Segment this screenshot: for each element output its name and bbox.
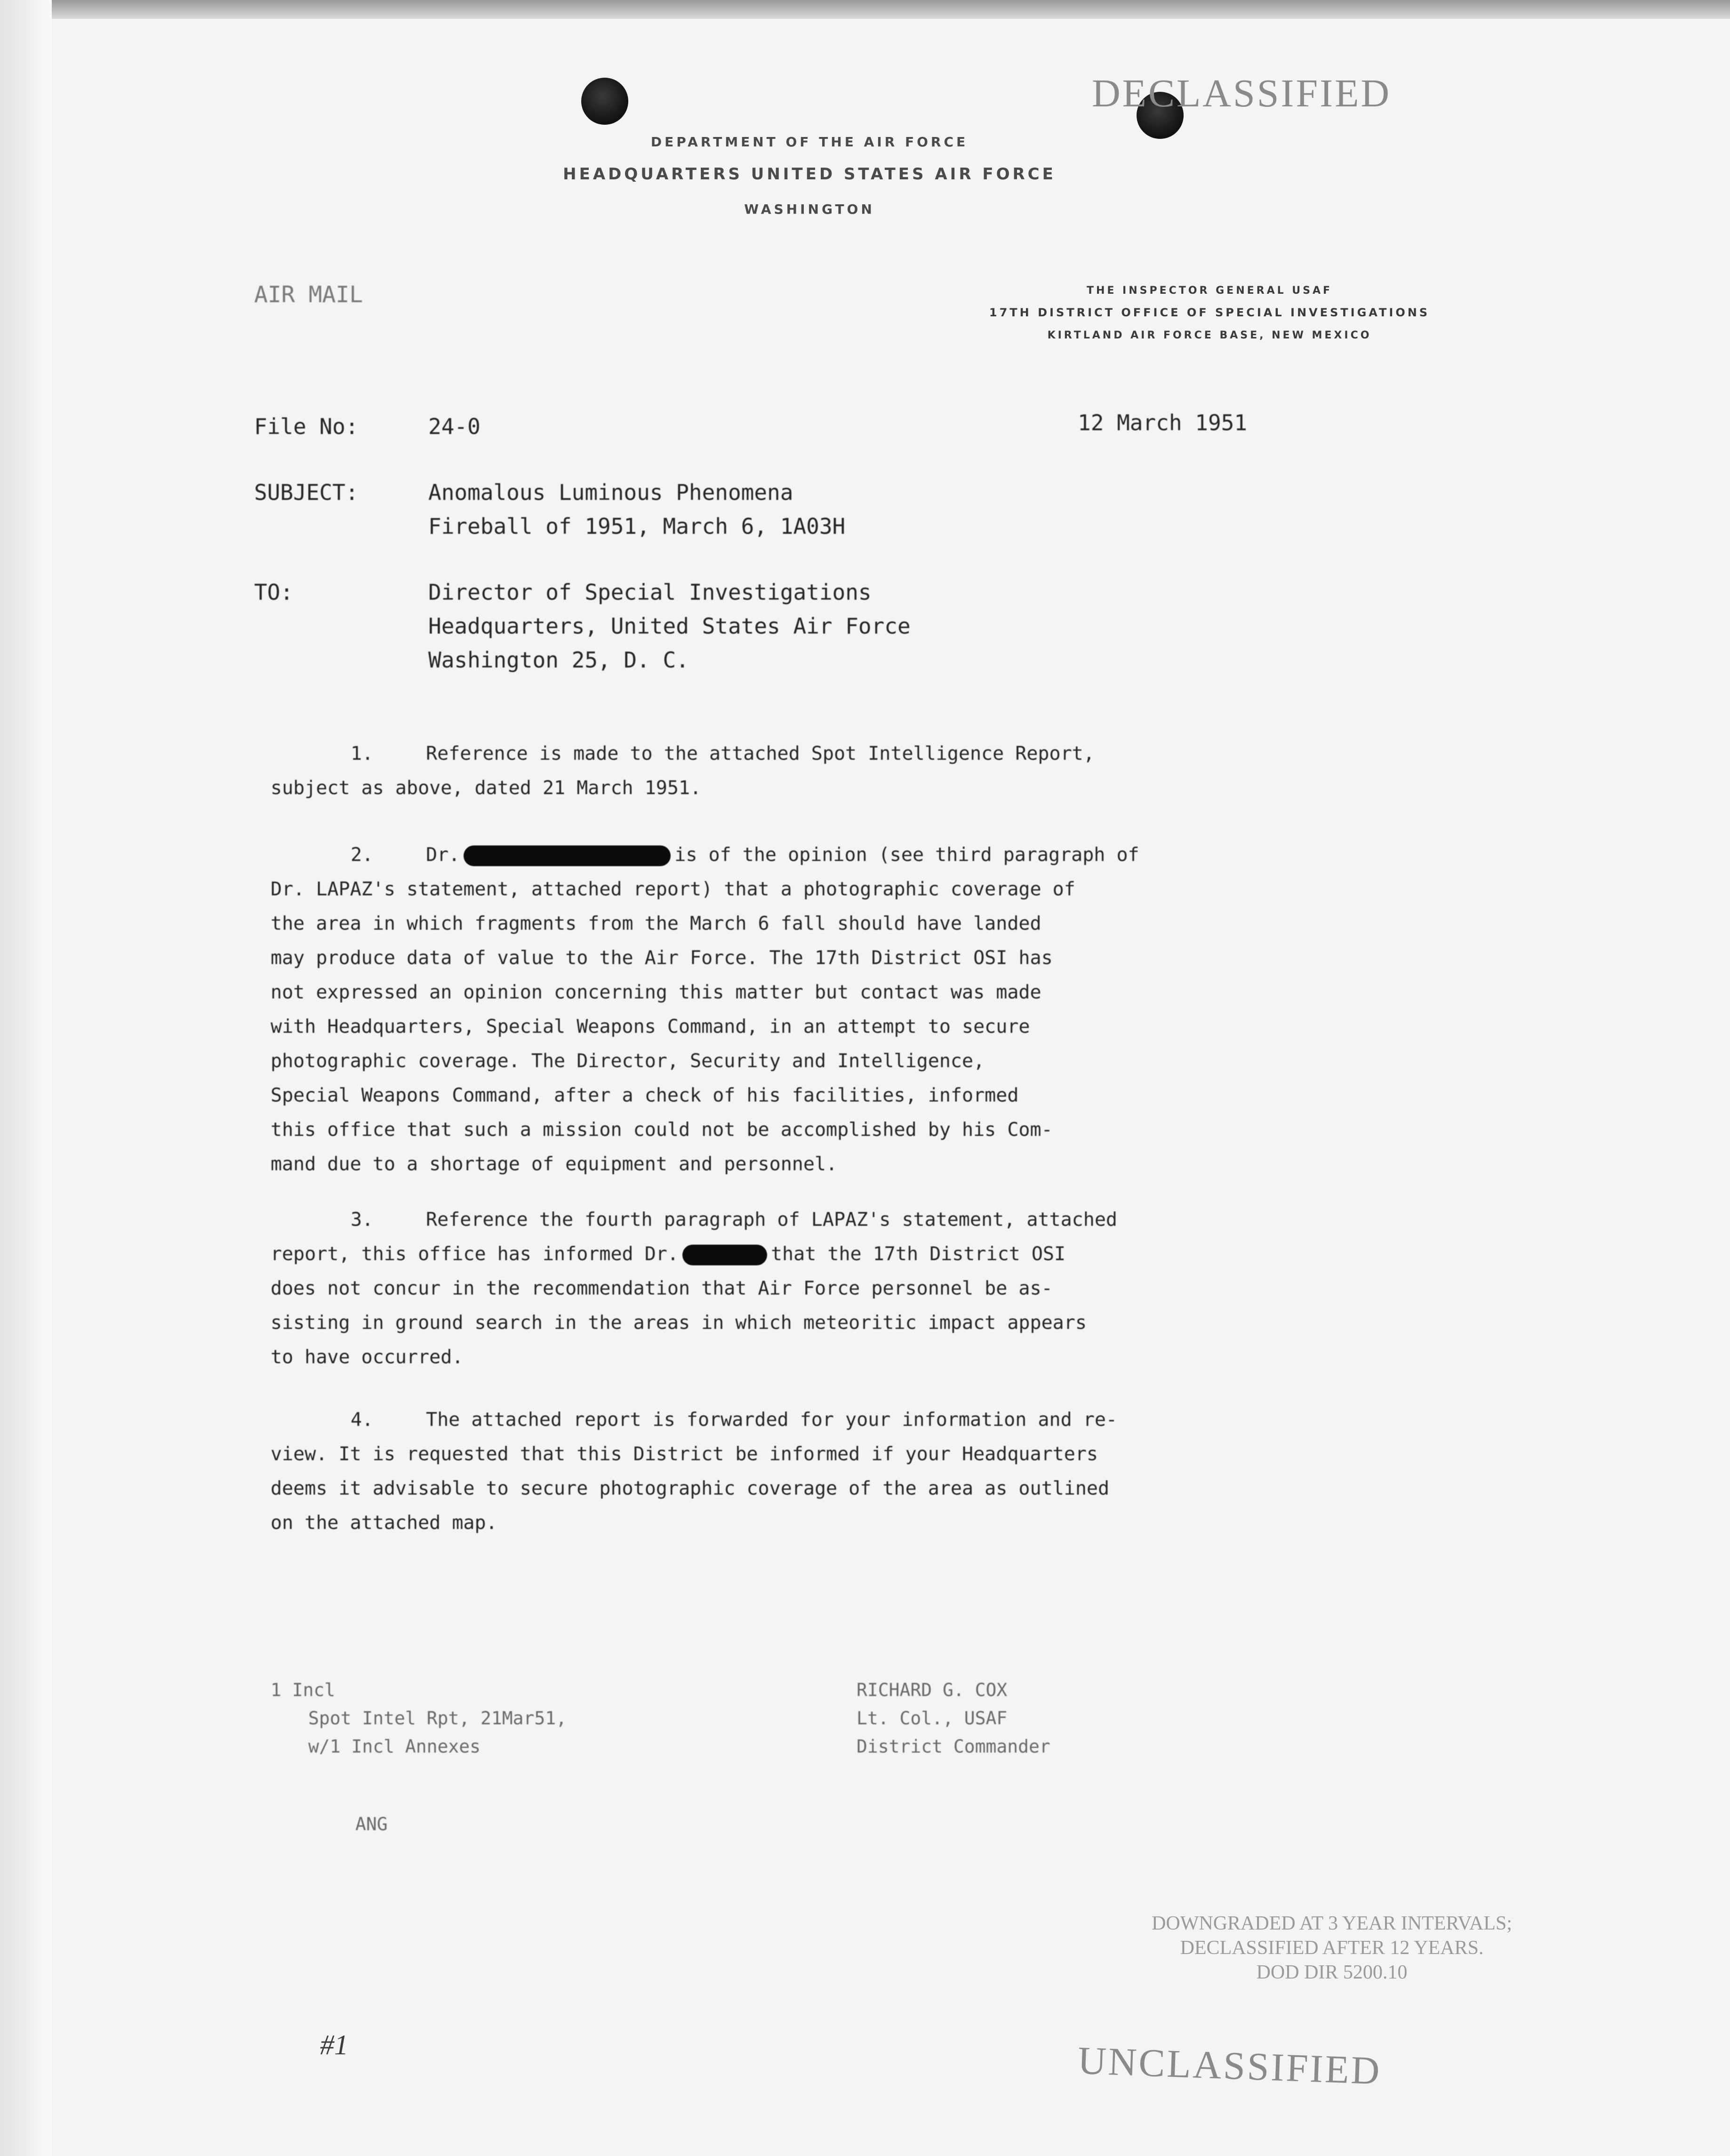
office-line-3: KIRTLAND AIR FORCE BASE, NEW MEXICO bbox=[1047, 330, 1372, 341]
subject-label: SUBJECT: bbox=[254, 480, 359, 505]
paragraph-text: deems it advisable to secure photographic coverage of the area as outlined bbox=[271, 1478, 1110, 1499]
paragraph-number: 4. bbox=[351, 1409, 374, 1431]
to-line-3: Washington 25, D. C. bbox=[428, 647, 689, 673]
paragraph-text: mand due to a shortage of equipment and personnel. bbox=[271, 1153, 838, 1175]
paragraph-text: is of the opinion (see third paragraph of bbox=[674, 844, 1139, 866]
file-number: 24-0 bbox=[428, 414, 481, 439]
letter-date: 12 March 1951 bbox=[1078, 410, 1248, 435]
paragraph-3 bbox=[271, 1203, 1117, 1375]
enclosure-line: 1 Incl bbox=[271, 1680, 336, 1700]
paragraph-text: on the attached map. bbox=[271, 1512, 497, 1534]
paragraph-2 bbox=[271, 838, 1139, 1182]
redaction-mark bbox=[464, 845, 671, 866]
paragraph-text: not expressed an opinion concerning this matter but contact was made bbox=[271, 981, 1041, 1003]
paragraph-1 bbox=[271, 737, 1095, 805]
paragraph-number: 1. bbox=[351, 743, 374, 764]
unclassified-stamp: UNCLASSIFIED bbox=[1077, 2038, 1382, 2093]
typist-initials: ANG bbox=[355, 1814, 388, 1834]
subject-line-2: Fireball of 1951, March 6, 1A03H bbox=[428, 514, 846, 539]
signer-title: District Commander bbox=[857, 1736, 1050, 1757]
paragraph-text: that the 17th District OSI bbox=[770, 1243, 1066, 1265]
paragraph-text: Special Weapons Command, after a check of his facilities, informed bbox=[271, 1085, 1019, 1106]
paragraph-text: view. It is requested that this District be informed if your Headquarters bbox=[271, 1443, 1098, 1465]
redaction-mark bbox=[682, 1245, 767, 1265]
downgrade-line: DOWNGRADED AT 3 YEAR INTERVALS; bbox=[1152, 1913, 1512, 1934]
to-line-1: Director of Special Investigations bbox=[428, 579, 872, 605]
delivery-method: AIR MAIL bbox=[254, 282, 363, 308]
letterhead-headquarters: HEADQUARTERS UNITED STATES AIR FORCE bbox=[563, 165, 1056, 184]
paragraph-text: sisting in ground search in the areas in which meteoritic impact appears bbox=[271, 1312, 1087, 1334]
paragraph-text: with Headquarters, Special Weapons Command, in an attempt to secure bbox=[271, 1016, 1030, 1038]
to-line-2: Headquarters, United States Air Force bbox=[428, 613, 911, 639]
paragraph-text: subject as above, dated 21 March 1951. bbox=[271, 777, 702, 799]
paragraph-text: the area in which fragments from the March 6 fall should have landed bbox=[271, 913, 1041, 934]
to-label: TO: bbox=[254, 579, 294, 605]
signature-block bbox=[857, 1676, 1050, 1761]
downgrade-line: DECLASSIFIED AFTER 12 YEARS. bbox=[1180, 1937, 1484, 1959]
file-number-label: File No: bbox=[254, 414, 359, 439]
paragraph-text: this office that such a mission could not be accomplished by his Com- bbox=[271, 1119, 1053, 1141]
enclosure-line: Spot Intel Rpt, 21Mar51, bbox=[308, 1708, 567, 1729]
paragraph-text: The attached report is forwarded for your information and re- bbox=[426, 1409, 1118, 1431]
paragraph-text: photographic coverage. The Director, Security and Intelligence, bbox=[271, 1050, 985, 1072]
paragraph-text: Reference the fourth paragraph of LAPAZ's statement, attached bbox=[426, 1209, 1118, 1231]
paragraph-4 bbox=[271, 1403, 1117, 1540]
letterhead-department: DEPARTMENT OF THE AIR FORCE bbox=[650, 134, 969, 150]
signer-rank: Lt. Col., USAF bbox=[857, 1708, 1008, 1729]
paragraph-text: report, this office has informed Dr. bbox=[271, 1243, 679, 1265]
enclosure-line: w/1 Incl Annexes bbox=[308, 1736, 481, 1757]
letterhead-city: WASHINGTON bbox=[744, 201, 875, 217]
office-line-2: 17TH DISTRICT OFFICE OF SPECIAL INVESTIGATIONS bbox=[989, 306, 1430, 319]
paragraph-text: Reference is made to the attached Spot Intelligence Report, bbox=[426, 743, 1095, 764]
downgrade-line: DOD DIR 5200.10 bbox=[1256, 1962, 1408, 1983]
scan-edge bbox=[0, 0, 1730, 19]
paragraph-text: does not concur in the recommendation that Air Force personnel be as- bbox=[271, 1278, 1053, 1299]
paragraph-number: 2. bbox=[351, 844, 374, 866]
punch-hole-left bbox=[581, 78, 628, 125]
downgrade-stamp bbox=[1017, 1911, 1647, 1985]
scan-margin bbox=[0, 0, 52, 2156]
declassified-stamp: DECLASSIFIED bbox=[1092, 72, 1392, 115]
signer-name: RICHARD G. COX bbox=[857, 1680, 1008, 1700]
enclosure-list bbox=[271, 1676, 567, 1761]
paragraph-number: 3. bbox=[351, 1209, 374, 1231]
paragraph-text: may produce data of value to the Air Force. The 17th District OSI has bbox=[271, 947, 1053, 969]
subject-line-1: Anomalous Luminous Phenomena bbox=[428, 480, 793, 505]
paragraph-text: to have occurred. bbox=[271, 1346, 464, 1368]
office-line-1: THE INSPECTOR GENERAL USAF bbox=[1086, 285, 1333, 297]
paragraph-text: Dr. LAPAZ's statement, attached report) that a photographic coverage of bbox=[271, 878, 1075, 900]
page-marker: #1 bbox=[320, 2029, 348, 2060]
paragraph-text: Dr. bbox=[426, 844, 460, 866]
